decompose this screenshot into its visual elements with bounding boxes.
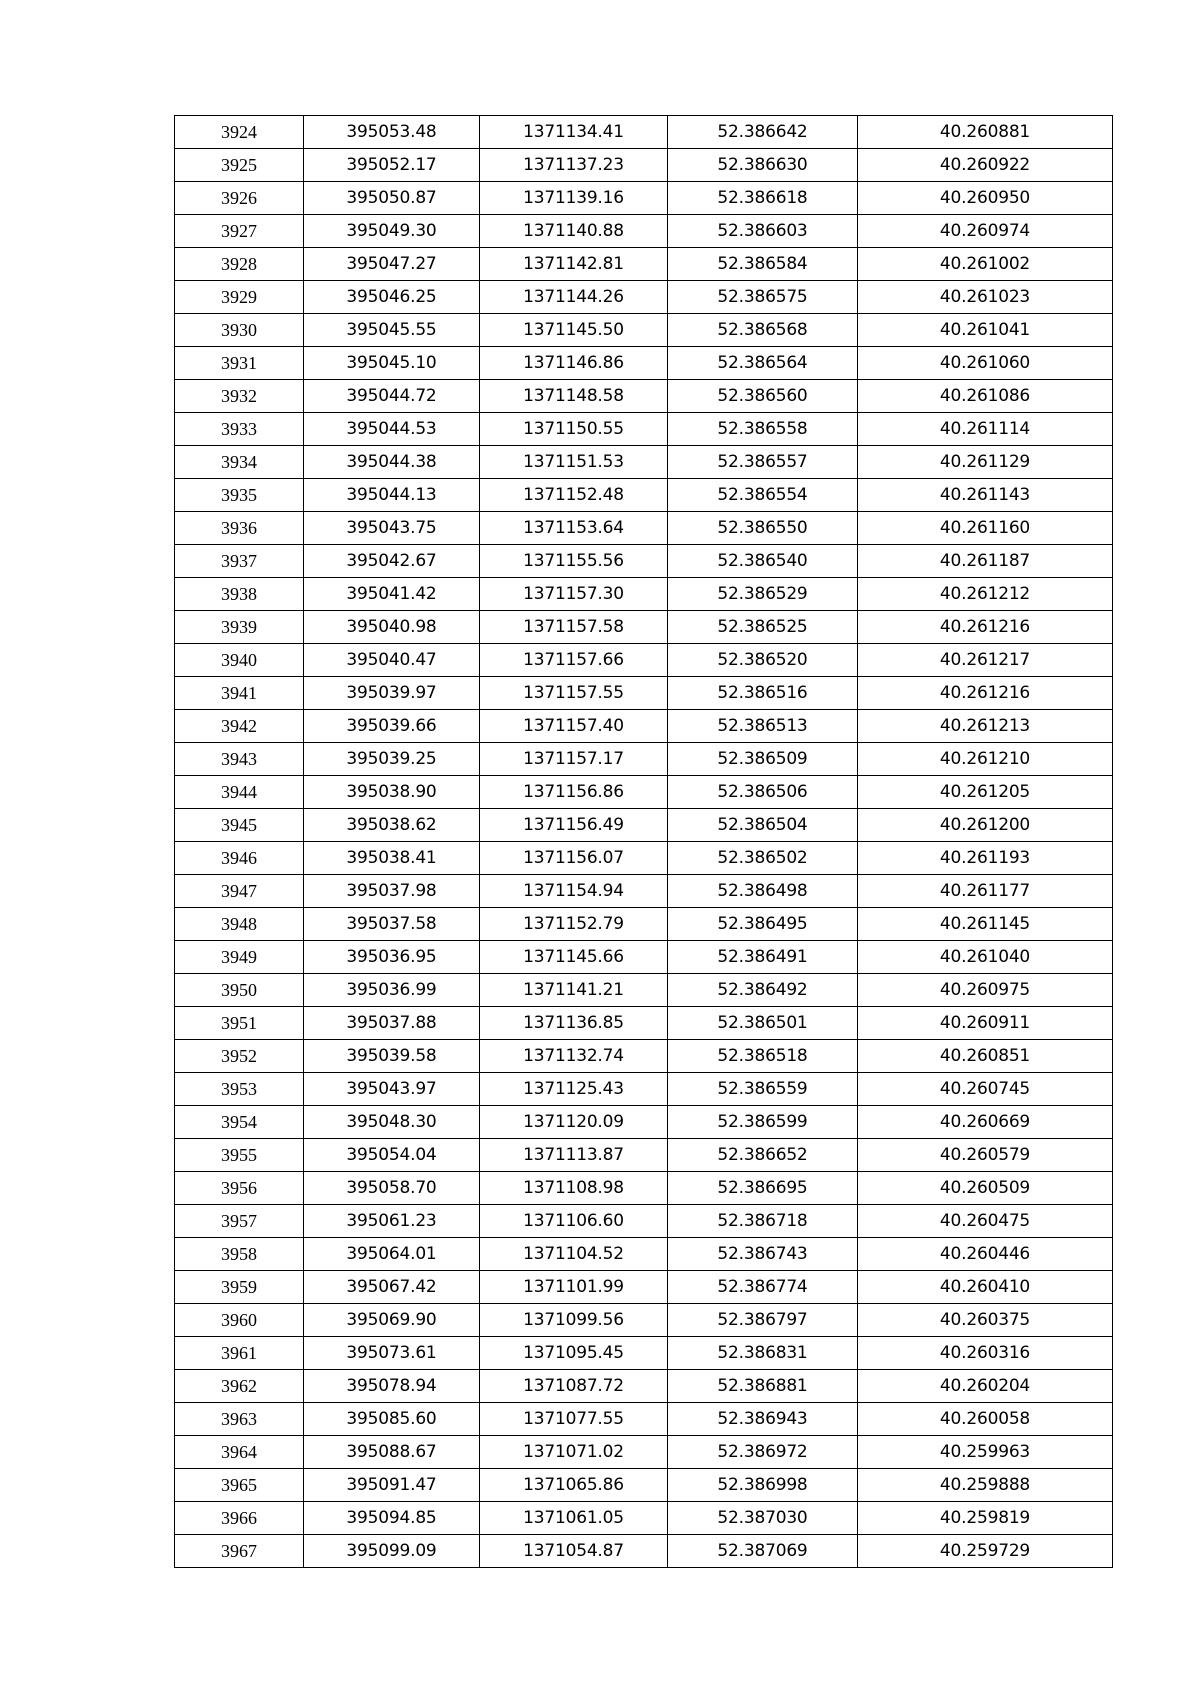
latitude-cell: 52.386491 [668,941,858,974]
point-number-cell: 3937 [175,545,304,578]
x-coordinate-cell: 395054.04 [304,1139,480,1172]
x-coordinate-cell: 395038.90 [304,776,480,809]
x-coordinate-cell: 395043.75 [304,512,480,545]
point-number-cell: 3934 [175,446,304,479]
longitude-cell: 40.261187 [858,545,1113,578]
x-coordinate-cell: 395069.90 [304,1304,480,1337]
longitude-cell: 40.260950 [858,182,1113,215]
x-coordinate-cell: 395099.09 [304,1535,480,1568]
longitude-cell: 40.260375 [858,1304,1113,1337]
point-number-cell: 3966 [175,1502,304,1535]
point-number-cell: 3944 [175,776,304,809]
table-row [175,281,1113,314]
point-number-cell: 3929 [175,281,304,314]
table-row [175,1436,1113,1469]
y-coordinate-cell: 1371099.56 [480,1304,668,1337]
y-coordinate-cell: 1371141.21 [480,974,668,1007]
latitude-cell: 52.386603 [668,215,858,248]
table-row [175,1106,1113,1139]
latitude-cell: 52.386554 [668,479,858,512]
latitude-cell: 52.386495 [668,908,858,941]
y-coordinate-cell: 1371157.55 [480,677,668,710]
point-number-cell: 3933 [175,413,304,446]
point-number-cell: 3958 [175,1238,304,1271]
table-row [175,446,1113,479]
point-number-cell: 3939 [175,611,304,644]
x-coordinate-cell: 395044.13 [304,479,480,512]
longitude-cell: 40.261216 [858,677,1113,710]
latitude-cell: 52.386564 [668,347,858,380]
longitude-cell: 40.260922 [858,149,1113,182]
latitude-cell: 52.386695 [668,1172,858,1205]
y-coordinate-cell: 1371101.99 [480,1271,668,1304]
y-coordinate-cell: 1371157.17 [480,743,668,776]
table-row [175,710,1113,743]
longitude-cell: 40.261212 [858,578,1113,611]
latitude-cell: 52.386516 [668,677,858,710]
latitude-cell: 52.386502 [668,842,858,875]
point-number-cell: 3936 [175,512,304,545]
point-number-cell: 3943 [175,743,304,776]
x-coordinate-cell: 395053.48 [304,116,480,149]
table-row [175,1007,1113,1040]
table-row [175,743,1113,776]
y-coordinate-cell: 1371120.09 [480,1106,668,1139]
latitude-cell: 52.386575 [668,281,858,314]
x-coordinate-cell: 395091.47 [304,1469,480,1502]
table-row [175,842,1113,875]
latitude-cell: 52.387069 [668,1535,858,1568]
point-number-cell: 3932 [175,380,304,413]
y-coordinate-cell: 1371157.40 [480,710,668,743]
x-coordinate-cell: 395036.99 [304,974,480,1007]
y-coordinate-cell: 1371108.98 [480,1172,668,1205]
table-row [175,1073,1113,1106]
x-coordinate-cell: 395039.66 [304,710,480,743]
longitude-cell: 40.259963 [858,1436,1113,1469]
x-coordinate-cell: 395048.30 [304,1106,480,1139]
latitude-cell: 52.386492 [668,974,858,1007]
point-number-cell: 3926 [175,182,304,215]
latitude-cell: 52.386509 [668,743,858,776]
longitude-cell: 40.261177 [858,875,1113,908]
y-coordinate-cell: 1371139.16 [480,182,668,215]
y-coordinate-cell: 1371054.87 [480,1535,668,1568]
y-coordinate-cell: 1371156.07 [480,842,668,875]
longitude-cell: 40.260316 [858,1337,1113,1370]
point-number-cell: 3947 [175,875,304,908]
y-coordinate-cell: 1371077.55 [480,1403,668,1436]
x-coordinate-cell: 395050.87 [304,182,480,215]
point-number-cell: 3953 [175,1073,304,1106]
point-number-cell: 3960 [175,1304,304,1337]
latitude-cell: 52.386504 [668,809,858,842]
y-coordinate-cell: 1371145.50 [480,314,668,347]
x-coordinate-cell: 395045.10 [304,347,480,380]
table-row [175,941,1113,974]
y-coordinate-cell: 1371146.86 [480,347,668,380]
longitude-cell: 40.260475 [858,1205,1113,1238]
latitude-cell: 52.386943 [668,1403,858,1436]
coordinates-table [174,115,1113,1568]
latitude-cell: 52.386881 [668,1370,858,1403]
x-coordinate-cell: 395046.25 [304,281,480,314]
x-coordinate-cell: 395039.97 [304,677,480,710]
longitude-cell: 40.260881 [858,116,1113,149]
y-coordinate-cell: 1371061.05 [480,1502,668,1535]
table-row [175,1304,1113,1337]
latitude-cell: 52.386618 [668,182,858,215]
table-row [175,149,1113,182]
x-coordinate-cell: 395078.94 [304,1370,480,1403]
x-coordinate-cell: 395044.72 [304,380,480,413]
x-coordinate-cell: 395037.98 [304,875,480,908]
table-row [175,248,1113,281]
latitude-cell: 52.386774 [668,1271,858,1304]
longitude-cell: 40.261200 [858,809,1113,842]
table-row [175,644,1113,677]
latitude-cell: 52.386642 [668,116,858,149]
latitude-cell: 52.387030 [668,1502,858,1535]
longitude-cell: 40.261129 [858,446,1113,479]
y-coordinate-cell: 1371142.81 [480,248,668,281]
table-row [175,1502,1113,1535]
latitude-cell: 52.386525 [668,611,858,644]
x-coordinate-cell: 395037.58 [304,908,480,941]
x-coordinate-cell: 395036.95 [304,941,480,974]
latitude-cell: 52.386599 [668,1106,858,1139]
y-coordinate-cell: 1371137.23 [480,149,668,182]
y-coordinate-cell: 1371157.66 [480,644,668,677]
table-row [175,380,1113,413]
latitude-cell: 52.386630 [668,149,858,182]
table-row [175,479,1113,512]
x-coordinate-cell: 395085.60 [304,1403,480,1436]
y-coordinate-cell: 1371157.58 [480,611,668,644]
y-coordinate-cell: 1371125.43 [480,1073,668,1106]
point-number-cell: 3956 [175,1172,304,1205]
x-coordinate-cell: 395047.27 [304,248,480,281]
latitude-cell: 52.386560 [668,380,858,413]
table-row [175,1040,1113,1073]
x-coordinate-cell: 395041.42 [304,578,480,611]
point-number-cell: 3967 [175,1535,304,1568]
longitude-cell: 40.261023 [858,281,1113,314]
point-number-cell: 3963 [175,1403,304,1436]
longitude-cell: 40.261213 [858,710,1113,743]
x-coordinate-cell: 395040.47 [304,644,480,677]
y-coordinate-cell: 1371065.86 [480,1469,668,1502]
point-number-cell: 3931 [175,347,304,380]
longitude-cell: 40.260509 [858,1172,1113,1205]
x-coordinate-cell: 395088.67 [304,1436,480,1469]
y-coordinate-cell: 1371148.58 [480,380,668,413]
y-coordinate-cell: 1371106.60 [480,1205,668,1238]
latitude-cell: 52.386718 [668,1205,858,1238]
latitude-cell: 52.386797 [668,1304,858,1337]
longitude-cell: 40.260058 [858,1403,1113,1436]
latitude-cell: 52.386550 [668,512,858,545]
point-number-cell: 3959 [175,1271,304,1304]
table-row [175,1205,1113,1238]
longitude-cell: 40.261041 [858,314,1113,347]
y-coordinate-cell: 1371154.94 [480,875,668,908]
y-coordinate-cell: 1371150.55 [480,413,668,446]
x-coordinate-cell: 395042.67 [304,545,480,578]
point-number-cell: 3924 [175,116,304,149]
longitude-cell: 40.260579 [858,1139,1113,1172]
table-row [175,545,1113,578]
point-number-cell: 3925 [175,149,304,182]
longitude-cell: 40.261210 [858,743,1113,776]
longitude-cell: 40.259888 [858,1469,1113,1502]
longitude-cell: 40.261193 [858,842,1113,875]
latitude-cell: 52.386568 [668,314,858,347]
point-number-cell: 3951 [175,1007,304,1040]
table-row [175,908,1113,941]
longitude-cell: 40.260669 [858,1106,1113,1139]
y-coordinate-cell: 1371157.30 [480,578,668,611]
table-row [175,215,1113,248]
table-row [175,116,1113,149]
point-number-cell: 3930 [175,314,304,347]
point-number-cell: 3962 [175,1370,304,1403]
table-row [175,809,1113,842]
longitude-cell: 40.259819 [858,1502,1113,1535]
y-coordinate-cell: 1371140.88 [480,215,668,248]
table-row [175,512,1113,545]
latitude-cell: 52.386498 [668,875,858,908]
point-number-cell: 3949 [175,941,304,974]
point-number-cell: 3927 [175,215,304,248]
point-number-cell: 3955 [175,1139,304,1172]
latitude-cell: 52.386557 [668,446,858,479]
y-coordinate-cell: 1371152.48 [480,479,668,512]
table-row [175,1271,1113,1304]
point-number-cell: 3945 [175,809,304,842]
table-row [175,611,1113,644]
longitude-cell: 40.260410 [858,1271,1113,1304]
longitude-cell: 40.260975 [858,974,1113,1007]
point-number-cell: 3946 [175,842,304,875]
table-row [175,1139,1113,1172]
table-row [175,1469,1113,1502]
longitude-cell: 40.260446 [858,1238,1113,1271]
latitude-cell: 52.386584 [668,248,858,281]
x-coordinate-cell: 395044.38 [304,446,480,479]
y-coordinate-cell: 1371151.53 [480,446,668,479]
latitude-cell: 52.386506 [668,776,858,809]
longitude-cell: 40.260745 [858,1073,1113,1106]
longitude-cell: 40.261145 [858,908,1113,941]
table-row [175,875,1113,908]
table-row [175,413,1113,446]
y-coordinate-cell: 1371153.64 [480,512,668,545]
y-coordinate-cell: 1371144.26 [480,281,668,314]
longitude-cell: 40.261143 [858,479,1113,512]
y-coordinate-cell: 1371134.41 [480,116,668,149]
x-coordinate-cell: 395038.41 [304,842,480,875]
table-row [175,1403,1113,1436]
x-coordinate-cell: 395061.23 [304,1205,480,1238]
y-coordinate-cell: 1371156.86 [480,776,668,809]
y-coordinate-cell: 1371095.45 [480,1337,668,1370]
latitude-cell: 52.386743 [668,1238,858,1271]
point-number-cell: 3965 [175,1469,304,1502]
longitude-cell: 40.260204 [858,1370,1113,1403]
latitude-cell: 52.386998 [668,1469,858,1502]
point-number-cell: 3938 [175,578,304,611]
latitude-cell: 52.386520 [668,644,858,677]
table-row [175,182,1113,215]
longitude-cell: 40.261217 [858,644,1113,677]
point-number-cell: 3957 [175,1205,304,1238]
x-coordinate-cell: 395094.85 [304,1502,480,1535]
longitude-cell: 40.261002 [858,248,1113,281]
latitude-cell: 52.386501 [668,1007,858,1040]
latitude-cell: 52.386518 [668,1040,858,1073]
x-coordinate-cell: 395039.58 [304,1040,480,1073]
point-number-cell: 3964 [175,1436,304,1469]
y-coordinate-cell: 1371071.02 [480,1436,668,1469]
point-number-cell: 3952 [175,1040,304,1073]
x-coordinate-cell: 395052.17 [304,149,480,182]
y-coordinate-cell: 1371155.56 [480,545,668,578]
table-row [175,347,1113,380]
coordinates-table-body [175,116,1113,1568]
latitude-cell: 52.386540 [668,545,858,578]
x-coordinate-cell: 395049.30 [304,215,480,248]
table-row [175,1370,1113,1403]
x-coordinate-cell: 395067.42 [304,1271,480,1304]
y-coordinate-cell: 1371156.49 [480,809,668,842]
point-number-cell: 3941 [175,677,304,710]
y-coordinate-cell: 1371113.87 [480,1139,668,1172]
longitude-cell: 40.261040 [858,941,1113,974]
table-row [175,677,1113,710]
y-coordinate-cell: 1371104.52 [480,1238,668,1271]
table-row [175,1535,1113,1568]
y-coordinate-cell: 1371132.74 [480,1040,668,1073]
x-coordinate-cell: 395040.98 [304,611,480,644]
longitude-cell: 40.260974 [858,215,1113,248]
y-coordinate-cell: 1371145.66 [480,941,668,974]
x-coordinate-cell: 395073.61 [304,1337,480,1370]
y-coordinate-cell: 1371152.79 [480,908,668,941]
x-coordinate-cell: 395044.53 [304,413,480,446]
longitude-cell: 40.259729 [858,1535,1113,1568]
table-row [175,1172,1113,1205]
longitude-cell: 40.261060 [858,347,1113,380]
point-number-cell: 3948 [175,908,304,941]
longitude-cell: 40.261114 [858,413,1113,446]
point-number-cell: 3942 [175,710,304,743]
point-number-cell: 3961 [175,1337,304,1370]
y-coordinate-cell: 1371087.72 [480,1370,668,1403]
latitude-cell: 52.386972 [668,1436,858,1469]
table-row [175,974,1113,1007]
longitude-cell: 40.261205 [858,776,1113,809]
x-coordinate-cell: 395064.01 [304,1238,480,1271]
latitude-cell: 52.386513 [668,710,858,743]
x-coordinate-cell: 395037.88 [304,1007,480,1040]
point-number-cell: 3950 [175,974,304,1007]
latitude-cell: 52.386652 [668,1139,858,1172]
x-coordinate-cell: 395043.97 [304,1073,480,1106]
latitude-cell: 52.386529 [668,578,858,611]
latitude-cell: 52.386558 [668,413,858,446]
longitude-cell: 40.261086 [858,380,1113,413]
table-row [175,314,1113,347]
longitude-cell: 40.261216 [858,611,1113,644]
y-coordinate-cell: 1371136.85 [480,1007,668,1040]
x-coordinate-cell: 395045.55 [304,314,480,347]
latitude-cell: 52.386831 [668,1337,858,1370]
table-row [175,1238,1113,1271]
x-coordinate-cell: 395058.70 [304,1172,480,1205]
longitude-cell: 40.260851 [858,1040,1113,1073]
table-row [175,578,1113,611]
longitude-cell: 40.261160 [858,512,1113,545]
table-row [175,1337,1113,1370]
table-row [175,776,1113,809]
x-coordinate-cell: 395038.62 [304,809,480,842]
point-number-cell: 3928 [175,248,304,281]
point-number-cell: 3940 [175,644,304,677]
point-number-cell: 3954 [175,1106,304,1139]
latitude-cell: 52.386559 [668,1073,858,1106]
point-number-cell: 3935 [175,479,304,512]
longitude-cell: 40.260911 [858,1007,1113,1040]
x-coordinate-cell: 395039.25 [304,743,480,776]
